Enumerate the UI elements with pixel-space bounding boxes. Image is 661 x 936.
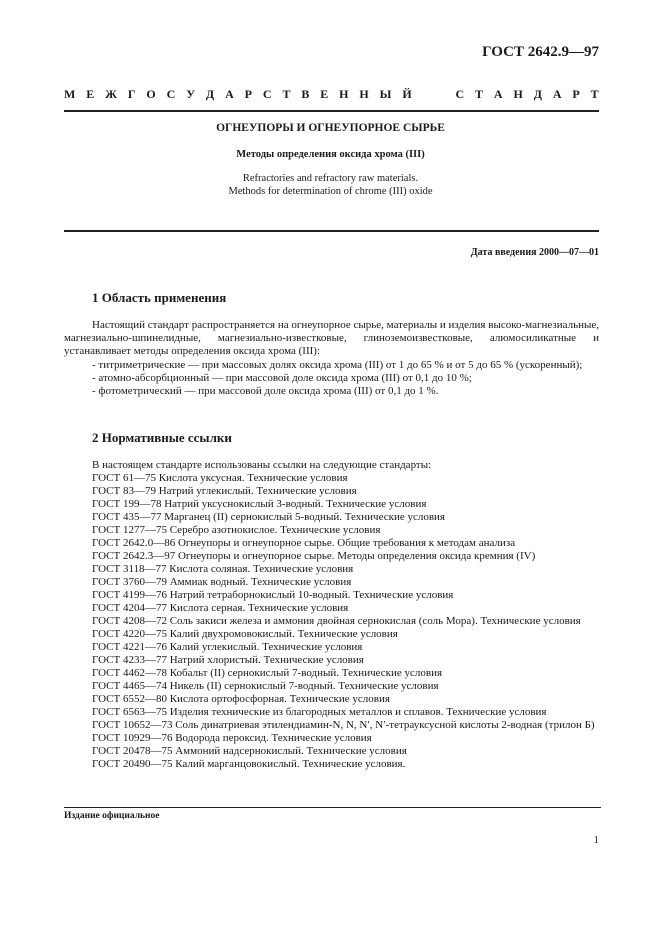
- reference-item: ГОСТ 4221—76 Калий углекислый. Технические условия: [92, 641, 363, 653]
- references-intro: В настоящем стандарте использованы ссылки на следующие стандарты:: [92, 459, 432, 471]
- page-number: 1: [593, 834, 599, 846]
- banner-letter: Д: [205, 87, 215, 101]
- banner-letter: А: [552, 87, 562, 101]
- banner-letter: С: [166, 87, 176, 101]
- banner-letter: Т: [475, 87, 484, 101]
- reference-item: ГОСТ 435—77 Марганец (II) сернокислый 5-водный. Технические условия: [92, 511, 445, 523]
- banner-letter: В: [301, 87, 310, 101]
- document-subtitle: Методы определения оксида хрома (III): [236, 149, 425, 160]
- banner-letter: Д: [533, 87, 542, 101]
- banner-letter: Й: [402, 87, 412, 101]
- english-title: [0, 172, 661, 198]
- reference-item: ГОСТ 20478—75 Аммоний надсернокислый. Технические условия: [92, 745, 407, 757]
- reference-item: ГОСТ 83—79 Натрий углекислый. Технические условия: [92, 485, 357, 497]
- banner-letter: У: [186, 87, 196, 101]
- section-1-paragraph: - фотометрический — при массовой доле оксида хрома (III) от 0,1 до 1 %.: [92, 385, 439, 398]
- section-1-heading: 1 Область применения: [92, 290, 227, 305]
- banner-letter: С: [455, 87, 465, 101]
- banner-letter: Т: [282, 87, 291, 101]
- banner-letter: Г: [127, 87, 136, 101]
- title-rule: [64, 230, 599, 232]
- reference-item: ГОСТ 199—78 Натрий уксуснокислый 3-водный. Технические условия: [92, 498, 427, 510]
- banner-letter: Ж: [105, 87, 117, 101]
- english-title-line2: Methods for determination of chrome (III) oxide: [228, 186, 433, 197]
- section-1-paragraph: - титриметрические — при массовых долях оксида хрома (III) от 1 до 65 % и от 5 до 65 % (ускоренный);: [92, 358, 583, 371]
- reference-item: ГОСТ 4220—75 Калий двухромовокислый. Технические условия: [92, 628, 398, 640]
- top-rule: [64, 110, 599, 112]
- section-1-paragraph: Настоящий стандарт распространяется на огнеупорное сырье, материалы и изделия высоко-магнезиальные, магнезиально-шпинелидные, магнезиально-известковые, глиноземоизвестковые, алюмосиликатные и устанавливает методы определения оксида хрома (III):: [64, 319, 599, 358]
- reference-item: ГОСТ 2642.0—86 Огнеупоры и огнеупорное сырье. Общие требования к методам анализа: [92, 537, 516, 549]
- reference-item: ГОСТ 6552—80 Кислота ортофосфорная. Технические условия: [92, 693, 390, 705]
- english-title-line1: Refractories and refractory raw materials.: [242, 173, 419, 184]
- document-title: ОГНЕУПОРЫ И ОГНЕУПОРНОЕ СЫРЬЕ: [216, 122, 445, 134]
- banner-letter: А: [493, 87, 503, 101]
- banner-letter: Р: [572, 87, 580, 101]
- official-edition-note: Издание официальное: [64, 811, 160, 821]
- section-1-body: [64, 319, 599, 398]
- reference-item: ГОСТ 4462—78 Кобальт (II) сернокислый 7-водный. Технические условия: [92, 667, 443, 679]
- introduction-date: Дата введения 2000—07—01: [470, 247, 599, 258]
- banner-letter: Е: [86, 87, 95, 101]
- banner-letter: С: [262, 87, 272, 101]
- reference-item: ГОСТ 1277—75 Серебро азотнокислое. Технические условия: [92, 524, 381, 536]
- banner-letter: Р: [244, 87, 252, 101]
- banner-letter: Е: [320, 87, 329, 101]
- banner-letter: Н: [513, 87, 523, 101]
- reference-item: ГОСТ 3118—77 Кислота соляная. Технические условия: [92, 563, 354, 575]
- footer-rule: [64, 807, 601, 808]
- banner-letter: М: [64, 87, 76, 101]
- normative-references-list: [64, 459, 601, 771]
- interstate-standard-banner: [64, 87, 599, 102]
- banner-letter: А: [225, 87, 234, 101]
- section-1-paragraph: - атомно-абсорбционный — при массовой доле оксида хрома (III) от 0,1 до 10 %;: [92, 371, 472, 384]
- banner-letter: Т: [590, 87, 599, 101]
- reference-item: ГОСТ 4204—77 Кислота серная. Технические условия: [92, 602, 349, 614]
- banner-letter: Н: [339, 87, 349, 101]
- reference-item: ГОСТ 4233—77 Натрий хлористый. Технические условия: [92, 654, 364, 666]
- banner-word-gap: [423, 87, 445, 102]
- reference-item: ГОСТ 6563—75 Изделия технические из благородных металлов и сплавов. Технические условия: [92, 706, 547, 718]
- banner-letter: Н: [359, 87, 369, 101]
- reference-item: ГОСТ 2642.3—97 Огнеупоры и огнеупорное сырье. Методы определения оксида кремния (IV): [92, 550, 536, 562]
- reference-item: ГОСТ 10929—76 Водорода пероксид. Технические условия: [92, 732, 372, 744]
- reference-item: ГОСТ 4465—74 Никель (II) сернокислый 7-водный. Технические условия: [92, 680, 439, 692]
- reference-item: ГОСТ 3760—79 Аммиак водный. Технические условия: [92, 576, 352, 588]
- banner-letter: Ы: [379, 87, 392, 101]
- reference-item: ГОСТ 61—75 Кислота уксусная. Технические условия: [92, 472, 348, 484]
- reference-item: ГОСТ 20490—75 Калий марганцовокислый. Технические условия.: [92, 758, 406, 770]
- document-code: ГОСТ 2642.9—97: [482, 44, 599, 60]
- reference-item: ГОСТ 10652—73 Соль динатриевая этилендиамин-N, N, N′, N′-тетрауксусной кислоты 2-водная (трилон Б): [92, 719, 595, 731]
- reference-item: ГОСТ 4208—72 Соль закиси железа и аммония двойная сернокислая (соль Мора). Технические условия: [92, 615, 581, 627]
- banner-letter: О: [146, 87, 156, 101]
- reference-item: ГОСТ 4199—76 Натрий тетраборнокислый 10-водный. Технические условия: [92, 589, 454, 601]
- section-2-heading: 2 Нормативные ссылки: [92, 430, 232, 445]
